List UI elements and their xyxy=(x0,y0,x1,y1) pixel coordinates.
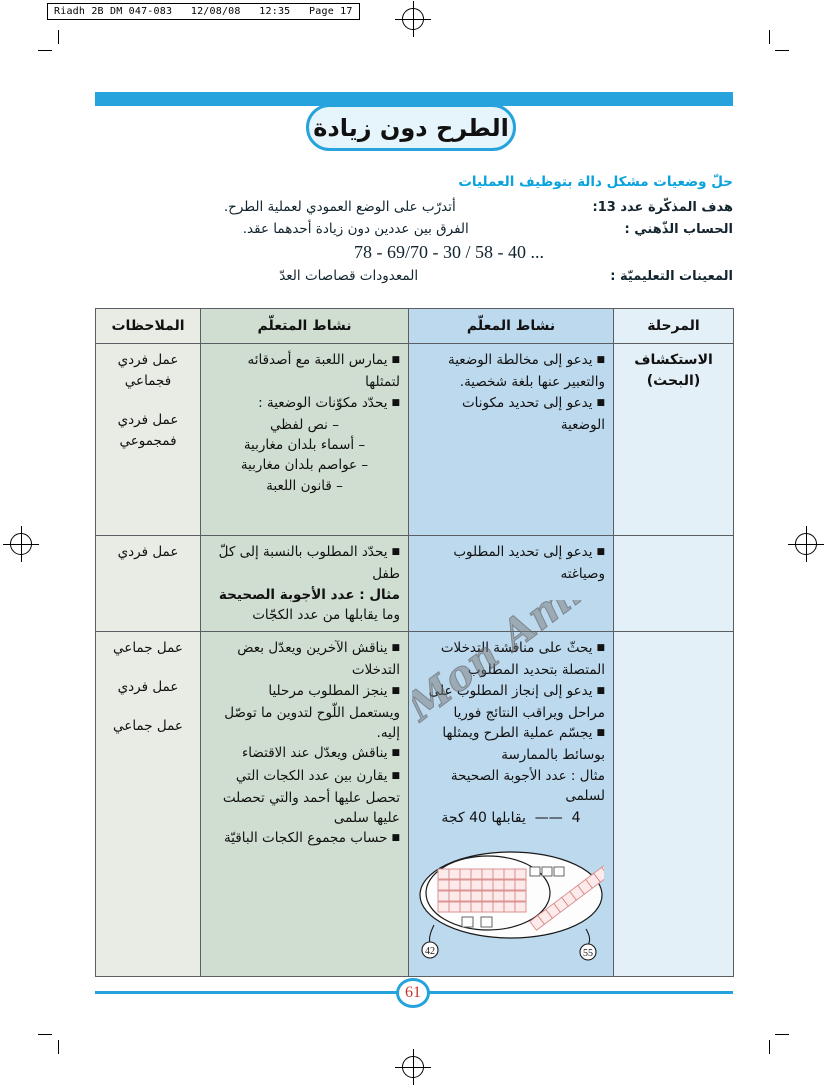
learner-2-text-1: ■ يحدّد المطلوب بالنسبة إلى كلّ xyxy=(219,544,400,560)
notes-1-line-4: فمجموعي xyxy=(119,432,177,449)
teacher-1-text-1: ■ يدعو إلى مخالطة الوضعية xyxy=(448,352,605,368)
illustration-label-left: 42 xyxy=(425,946,435,957)
teacher-3-line-4: مراحل ويراقب النتائج فوريا xyxy=(453,704,605,721)
materials-label: المعينات التعليميّة : xyxy=(610,268,733,284)
teacher-3-text-3: ■ يدعو إلى إنجاز المطلوب على xyxy=(429,683,605,699)
learner-3-line-8: تحصل عليها أحمد والتي تحصلت xyxy=(222,789,400,806)
learner-1-line-4: – نص لفظي xyxy=(270,416,339,433)
cell-notes-1 xyxy=(96,344,201,536)
learner-1-text-1: ■ يمارس اللعبة مع أصدقائه xyxy=(248,352,401,368)
learner-1-line-1 xyxy=(209,350,400,370)
teacher-3-line-1 xyxy=(417,638,605,658)
equation-mid-word: يقابلها xyxy=(491,810,526,826)
learner-2-line-2: طفل xyxy=(372,566,400,583)
stage-title-1: الاستكشاف xyxy=(634,352,713,368)
mental-calc-numbers: 78 - 69/70 - 30 / 58 - 40 ... xyxy=(354,241,544,262)
notes-3-line-3: عمل جماعي xyxy=(113,717,183,734)
cell-learner-2 xyxy=(201,536,409,632)
notes-1-block-2 xyxy=(104,410,192,452)
meta-row-mental-calc xyxy=(95,220,733,240)
lesson-plan-table xyxy=(95,308,734,977)
teacher-3-line-3 xyxy=(417,681,605,701)
teacher-3-line-5 xyxy=(417,723,605,743)
equation-connector: —— xyxy=(530,810,568,826)
column-header-stage: المرحلة xyxy=(614,309,734,344)
cell-teacher-2 xyxy=(409,536,614,632)
column-header-notes: الملاحظات xyxy=(96,309,201,344)
notes-3-block-3 xyxy=(104,716,192,737)
registration-mark-top xyxy=(402,8,424,30)
crop-mark-bottom-right xyxy=(749,1014,789,1054)
registration-mark-left xyxy=(10,533,32,555)
equation-right-value: 40 كجة xyxy=(441,810,487,826)
learner-2-line-3: مثال : عدد الأجوبة الصحيحة xyxy=(218,586,400,603)
page-number-badge xyxy=(396,978,430,1008)
learner-3-line-7 xyxy=(209,766,400,786)
notes-3-block-1 xyxy=(104,638,192,659)
meta-row-objective xyxy=(95,198,733,218)
page-title xyxy=(306,104,516,151)
cell-stage-2 xyxy=(614,536,734,632)
crop-mark-bottom-left xyxy=(38,1014,78,1054)
cell-stage-1 xyxy=(614,344,734,536)
illustration-label-right: 55 xyxy=(583,948,593,959)
teacher-3-line-8: لسلمى xyxy=(565,787,605,804)
learner-3-line-1 xyxy=(209,638,400,658)
stage-sub-1: (البحث) xyxy=(646,373,701,389)
learner-3-text-3: ■ ينجز المطلوب مرحليا xyxy=(268,683,400,699)
learner-2-line-1 xyxy=(209,542,400,562)
watermark-text: Mon xyxy=(412,630,509,731)
learner-3-line-3 xyxy=(209,681,400,701)
page-title-text: الطرح دون زيادة xyxy=(313,113,509,142)
learner-3-line-5: إليه. xyxy=(376,725,400,741)
cell-learner-1 xyxy=(201,344,409,536)
teacher-3-text-5: ■ يجسّم عملية الطرح ويمثلها xyxy=(442,725,605,741)
teacher-2-line-1 xyxy=(417,542,605,562)
notes-1-line-3: عمل فردي xyxy=(117,411,179,428)
mental-calc-label: الحساب الذّهني : xyxy=(624,221,733,237)
crop-mark-top-right xyxy=(749,30,789,70)
objective-label: هدف المذكّرة عدد 13: xyxy=(592,200,733,215)
teacher-2-text-1: ■ يدعو إلى تحديد المطلوب xyxy=(453,544,605,560)
learner-3-text-6: ■ يناقش ويعدّل عند الاقتضاء xyxy=(242,745,400,761)
cell-teacher-1 xyxy=(409,344,614,536)
column-header-learner: نشاط المتعلّم xyxy=(201,309,409,344)
learner-3-line-6 xyxy=(209,743,400,763)
notes-1-block-1 xyxy=(104,350,192,392)
teacher-3-line-2: المتصلة بتحديد المطلوب xyxy=(467,662,605,679)
objective-value: أتدرّب على الوضع العمودي لعملية الطرح. xyxy=(223,199,456,215)
meta-row-materials xyxy=(95,267,733,287)
notes-3-line-2: عمل فردي xyxy=(117,678,179,695)
notes-1-line-2: فجماعي xyxy=(124,372,172,389)
learner-1-text-3: ■ يحدّد مكوّنات الوضعية : xyxy=(258,395,400,411)
cell-notes-2 xyxy=(96,536,201,632)
counting-sticks-illustration xyxy=(418,837,604,965)
table-header-row xyxy=(96,309,734,344)
column-header-teacher: نشاط المعلّم xyxy=(409,309,614,344)
learner-3-line-9: عليها سلمى xyxy=(333,810,400,826)
teacher-1-line-2: والتعبير عنها بلغة شخصية. xyxy=(459,374,605,391)
teacher-3-line-6: بوسائط بالممارسة xyxy=(501,747,605,764)
table-row xyxy=(96,632,734,977)
notes-3-block-2 xyxy=(104,677,192,698)
cell-stage-3 xyxy=(614,632,734,977)
meta-heading: حلّ وضعيات مشكل دالة بتوظيف العمليات xyxy=(458,174,733,190)
teacher-3-line-7: مثال : عدد الأجوبة الصحيحة xyxy=(450,767,605,784)
teacher-1-line-3 xyxy=(417,393,605,413)
learner-3-text-7: ■ يقارن بين عدد الكجات التي xyxy=(236,768,400,784)
lesson-meta xyxy=(95,174,733,289)
learner-1-line-2: لتمثلها xyxy=(365,374,400,391)
learner-1-line-7: – قانون اللعبة xyxy=(266,477,343,494)
learner-3-line-2: التدخلات xyxy=(351,662,400,679)
notes-2-line-1: عمل فردي xyxy=(117,544,179,560)
cell-notes-3 xyxy=(96,632,201,977)
teacher-1-line-4: الوضعية xyxy=(560,416,605,433)
learner-1-line-5: – أسماء بلدان مغاربية xyxy=(243,437,366,453)
registration-mark-bottom xyxy=(402,1056,424,1078)
learner-3-text-10: ■ حساب مجموع الكجات الباقيّة xyxy=(224,830,400,846)
learner-3-line-10 xyxy=(209,828,400,848)
teacher-1-line-1 xyxy=(417,350,605,370)
learner-1-line-3 xyxy=(209,393,400,413)
notes-1-line-1: عمل فردي xyxy=(117,352,179,368)
learner-3-text-1: ■ يناقش الآخرين ويعدّل بعض xyxy=(237,640,400,656)
table-row xyxy=(96,344,734,536)
notes-3-line-1: عمل جماعي xyxy=(113,640,183,656)
illustration-equation xyxy=(417,808,605,829)
teacher-2-line-2: وصياغته xyxy=(560,566,605,583)
print-slug: Riadh 2B DM 047-083 12/08/08 12:35 Page 17 xyxy=(47,3,360,20)
teacher-3-text-1: ■ يحثّ على مناقشة التدخلات xyxy=(441,640,605,656)
registration-mark-right xyxy=(795,533,817,555)
crop-mark-top-left xyxy=(38,30,78,70)
cell-learner-3 xyxy=(201,632,409,977)
learner-3-line-4: ويستعمل اللّوح لتدوين ما توصّل xyxy=(224,704,400,721)
learner-2-line-4: وما يقابلها من عدد الكجّات xyxy=(252,606,400,623)
equation-left-value: 4 xyxy=(571,810,581,826)
table-row xyxy=(96,536,734,632)
page-number-text: 61 xyxy=(405,984,421,1001)
cell-teacher-3 xyxy=(409,632,614,977)
teacher-1-text-3: ■ يدعو إلى تحديد مكونات xyxy=(462,395,605,411)
materials-value: المعدودات قصاصات العدّ xyxy=(279,267,419,284)
learner-1-line-6: – عواصم بلدان مغاربية xyxy=(240,457,369,474)
mental-calc-value: الفرق بين عددين دون زيادة أحدهما عقد. xyxy=(242,220,469,237)
